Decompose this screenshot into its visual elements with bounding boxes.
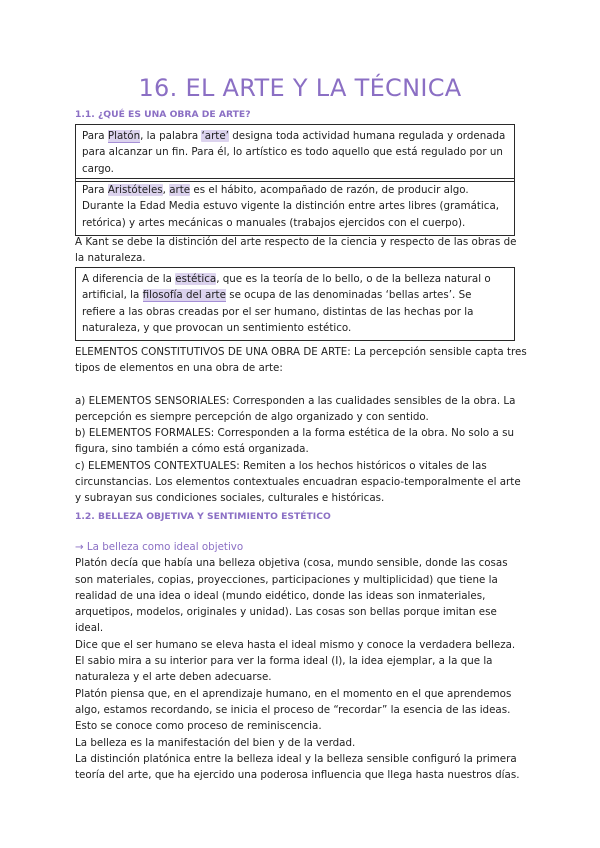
elementos-intro: ELEMENTOS CONSTITUTIVOS DE UNA OBRA DE ARTE: La percepción sensible capta tres tipos de elementos en una obra de arte:	[75, 346, 527, 375]
paragraph-reminiscencia: Platón piensa que, en el aprendizaje humano, en el momento en el que aprendemos algo, estamos recordando, se inicia el proceso de “recordar” la esencia de las ideas. Esto se conoce como proceso de reminiscencia.	[75, 687, 512, 733]
elementos-formales: b) ELEMENTOS FORMALES: Corresponden a la forma estética de la obra. No solo a su figura, sino también a cómo está organizada.	[75, 427, 514, 456]
estetica-box	[75, 267, 515, 341]
aristoteles-text: Para Aristóteles, arte es el hábito, acompañado de razón, de producir algo.	[82, 184, 469, 196]
elementos-section	[75, 344, 527, 507]
highlight-arte-2: arte	[169, 184, 191, 196]
subheading-belleza-ideal: → La belleza como ideal objetivo	[75, 541, 244, 553]
highlight-estetica: estética	[175, 273, 217, 285]
belleza-section	[75, 539, 527, 783]
section-heading-2: 1.2. BELLEZA OBJETIVA Y SENTIMIENTO ESTÉTICO	[75, 511, 331, 522]
edad-media-text: Durante la Edad Media estuvo vigente la distinción entre artes libres (gramática, retórica) y artes mecánicas o manuales (trabajos ejercidos con el cuerpo).	[82, 200, 500, 229]
elementos-sensoriales: a) ELEMENTOS SENSORIALES: Corresponden a las cualidades sensibles de la obra. La percepción es siempre percepción de algo organizado y con sentido.	[75, 394, 516, 423]
paragraph-teoria-arte: La distinción platónica entre la belleza ideal y la belleza sensible configuró la primera teoría del arte, que ha ejercido una poderosa influencia que llega hasta nuestros días.	[75, 752, 520, 782]
page-title: 16. EL ARTE Y LA TÉCNICA	[138, 74, 462, 102]
highlight-filosofia-del-arte: filosofía del arte	[142, 289, 226, 302]
highlight-arte: ‘arte’	[201, 130, 229, 142]
platon-text: Para Platón, la palabra ‘arte’ designa toda actividad humana regulada y ordenada para alcanzar un fin. Para él, lo artístico es todo aquello que está regulado por un cargo.	[82, 130, 506, 175]
paragraph-ideal: Dice que el ser humano se eleva hasta el ideal mismo y conoce la verdadera belleza. El sabio mira a su interior para ver la forma ideal (I), la idea ejemplar, a la que la naturaleza y el arte deben adecuarse.	[75, 638, 516, 684]
paragraph-belleza-objetiva: Platón decía que había una belleza objetiva (cosa, mundo sensible, donde las cosas son materiales, copias, proyecciones, participaciones y multiplicidad) que tiene la realidad de una idea o ideal (mundo eidético, donde las ideas son inmateriales, arquetipos, modelos, originales y unidad). Las cosas son bellas porque imitan ese ideal.	[75, 557, 508, 635]
estetica-text: A diferencia de la estética, que es la teoría de lo bello, o de la belleza natural o artificial, la filosofía del arte se ocupa de las denominadas ‘bellas artes’. Se refiere a las obras creadas por el ser humano, distintas de las hechas por la naturaleza, y que provocan un sentimiento estético.	[82, 273, 491, 334]
highlight-platon: Platón	[107, 130, 141, 142]
platon-box	[75, 124, 515, 182]
kant-paragraph: A Kant se debe la distinción del arte respecto de la ciencia y respecto de las obras de la naturaleza.	[75, 236, 517, 265]
section-heading-1: 1.1. ¿QUÉ ES UNA OBRA DE ARTE?	[75, 109, 251, 120]
aristoteles-box	[75, 178, 515, 236]
highlight-aristoteles: Aristóteles	[107, 184, 163, 196]
elementos-contextuales: c) ELEMENTOS CONTEXTUALES: Remiten a los hechos históricos o vitales de las circunstancias. Los elementos contextuales encuadran espacio-temporalmente el arte y subrayan sus condiciones sociales, culturales e históricas.	[75, 459, 521, 505]
paragraph-bien-verdad: La belleza es la manifestación del bien y de la verdad.	[75, 736, 356, 749]
